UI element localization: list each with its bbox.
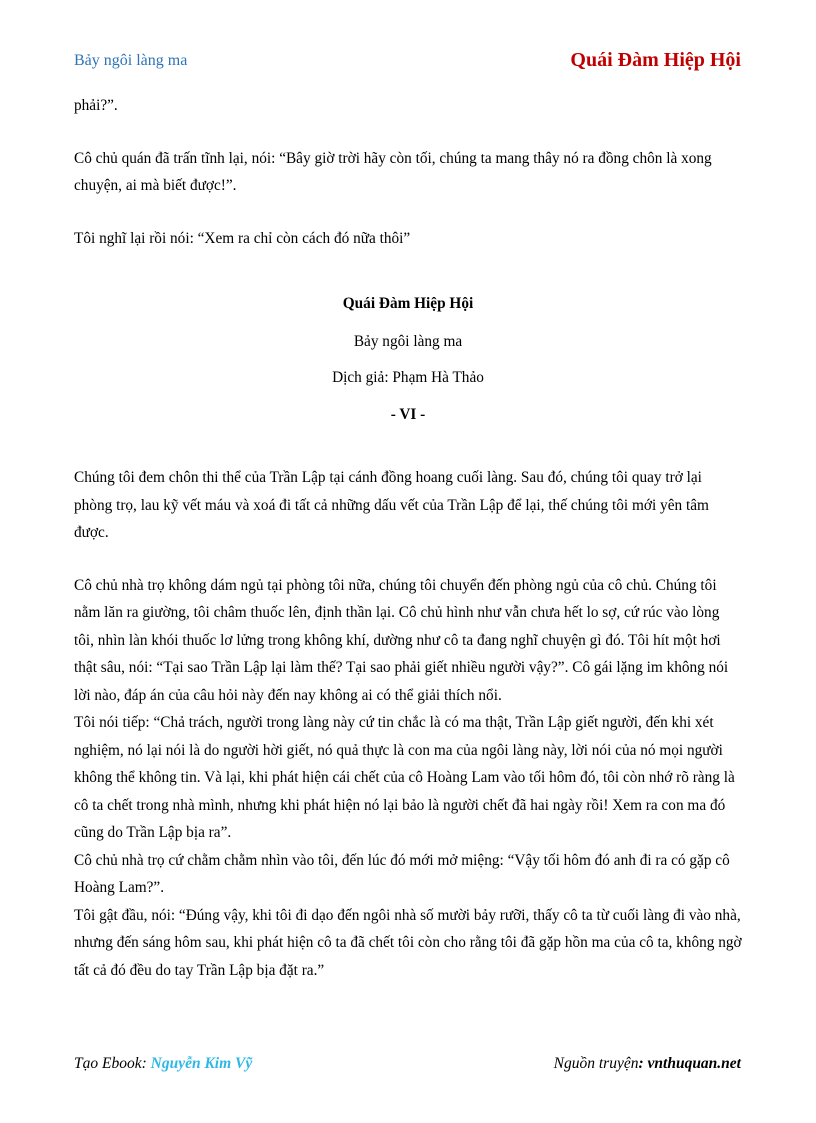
chapter-number: - VI - — [390, 405, 426, 423]
header-series-title: Quái Đàm Hiệp Hội — [570, 49, 741, 71]
paragraph: Cô chủ nhà trọ cứ chằm chằm nhìn vào tôi, đến lúc đó mới mở miệng: “Vậy tối hôm đó anh đi ra có gặp cô Hoàng Lam?”. — [74, 851, 730, 896]
footer-ebook-label: Tạo Ebook — [74, 1055, 142, 1072]
paragraph: phải?”. — [74, 97, 118, 114]
footer-source-site: vnthuquan.net — [647, 1055, 741, 1072]
paragraph: Chúng tôi đem chôn thi thể của Trần Lập tại cánh đồng hoang cuối làng. Sau đó, chúng tôi quay trở lại phòng trọ, lau kỹ vết máu và xoá đi tất cả những dấu vết của Trần Lập để lại, thế chúng tôi mới yên tâm được. — [74, 469, 709, 541]
paragraph: Tôi nói tiếp: “Chả trách, người trong làng này cứ tin chắc là có ma thật, Trần Lập giết người, đến khi xét nghiệm, nó lại nói là do người hời giết, nó quả thực là con ma của ngôi làng này, lời nói của nó mọi người không thể không tin. Và lại, khi phát hiện cái chết của cô Hoàng Lam vào tối hôm đó, tôi còn nhớ rõ ràng là cô ta chết trong nhà mình, nhưng khi phát hiện nó lại bảo là người chết đã hai ngày rồi! Xem ra con ma đó cũng do Trần Lập bịa ra”. — [74, 714, 735, 841]
paragraph: Cô chủ nhà trọ không dám ngủ tại phòng tôi nữa, chúng tôi chuyển đến phòng ngủ của cô chủ. Chúng tôi nằm lăn ra giường, tôi châm thuốc lên, định thần lại. Cô chủ hình như vẫn chưa hết lo sợ, cứ rúc vào lòng tôi, nhìn làn khói thuốc lơ lửng trong không khí, dường như cô ta đang nghĩ chuyện gì đó. Tôi hít một hơi thật sâu, nói: “Tại sao Trần Lập lại làm thế? Tại sao phải giết nhiều người vậy?”. Cô gái lặng im không nói lời nào, đáp án của câu hỏi này đến nay không ai có thể giải thích nổi. — [74, 576, 729, 704]
chapter-book-title: Bảy ngôi làng ma — [353, 332, 463, 350]
paragraph: Tôi nghĩ lại rồi nói: “Xem ra chỉ còn cách đó nữa thôi” — [74, 229, 411, 247]
document-body — [74, 92, 742, 984]
chapter-translator: Dịch giả: Phạm Hà Thảo — [332, 369, 484, 386]
chapter-series-title: Quái Đàm Hiệp Hội — [342, 295, 474, 312]
footer-source-label: Nguồn truyện — [553, 1055, 639, 1072]
paragraph: Cô chủ quán đã trấn tĩnh lại, nói: “Bây giờ trời hãy còn tối, chúng ta mang thây nó ra đồng chôn là xong chuyện, ai mà biết được!”. — [74, 149, 712, 194]
footer-source-credit — [554, 1055, 741, 1073]
footer-source-sep: : — [638, 1055, 648, 1072]
header-book-title: Bảy ngôi làng ma — [74, 52, 188, 69]
footer-ebook-credit — [74, 1055, 252, 1073]
paragraph: Tôi gật đầu, nói: “Đúng vậy, khi tôi đi dạo đến ngôi nhà số mười bảy rưỡi, thấy cô ta từ cuối làng đi vào nhà, nhưng đến sáng hôm sau, khi phát hiện cô ta đã chết tôi còn cho rằng tôi đã gặp hồn ma của cô ta, không ngờ tất cả đó đều do tay Trần Lập bịa đặt ra.” — [74, 906, 742, 979]
footer-ebook-author: Nguyễn Kim Vỹ — [150, 1055, 253, 1072]
footer-ebook-sep: : — [141, 1055, 151, 1072]
